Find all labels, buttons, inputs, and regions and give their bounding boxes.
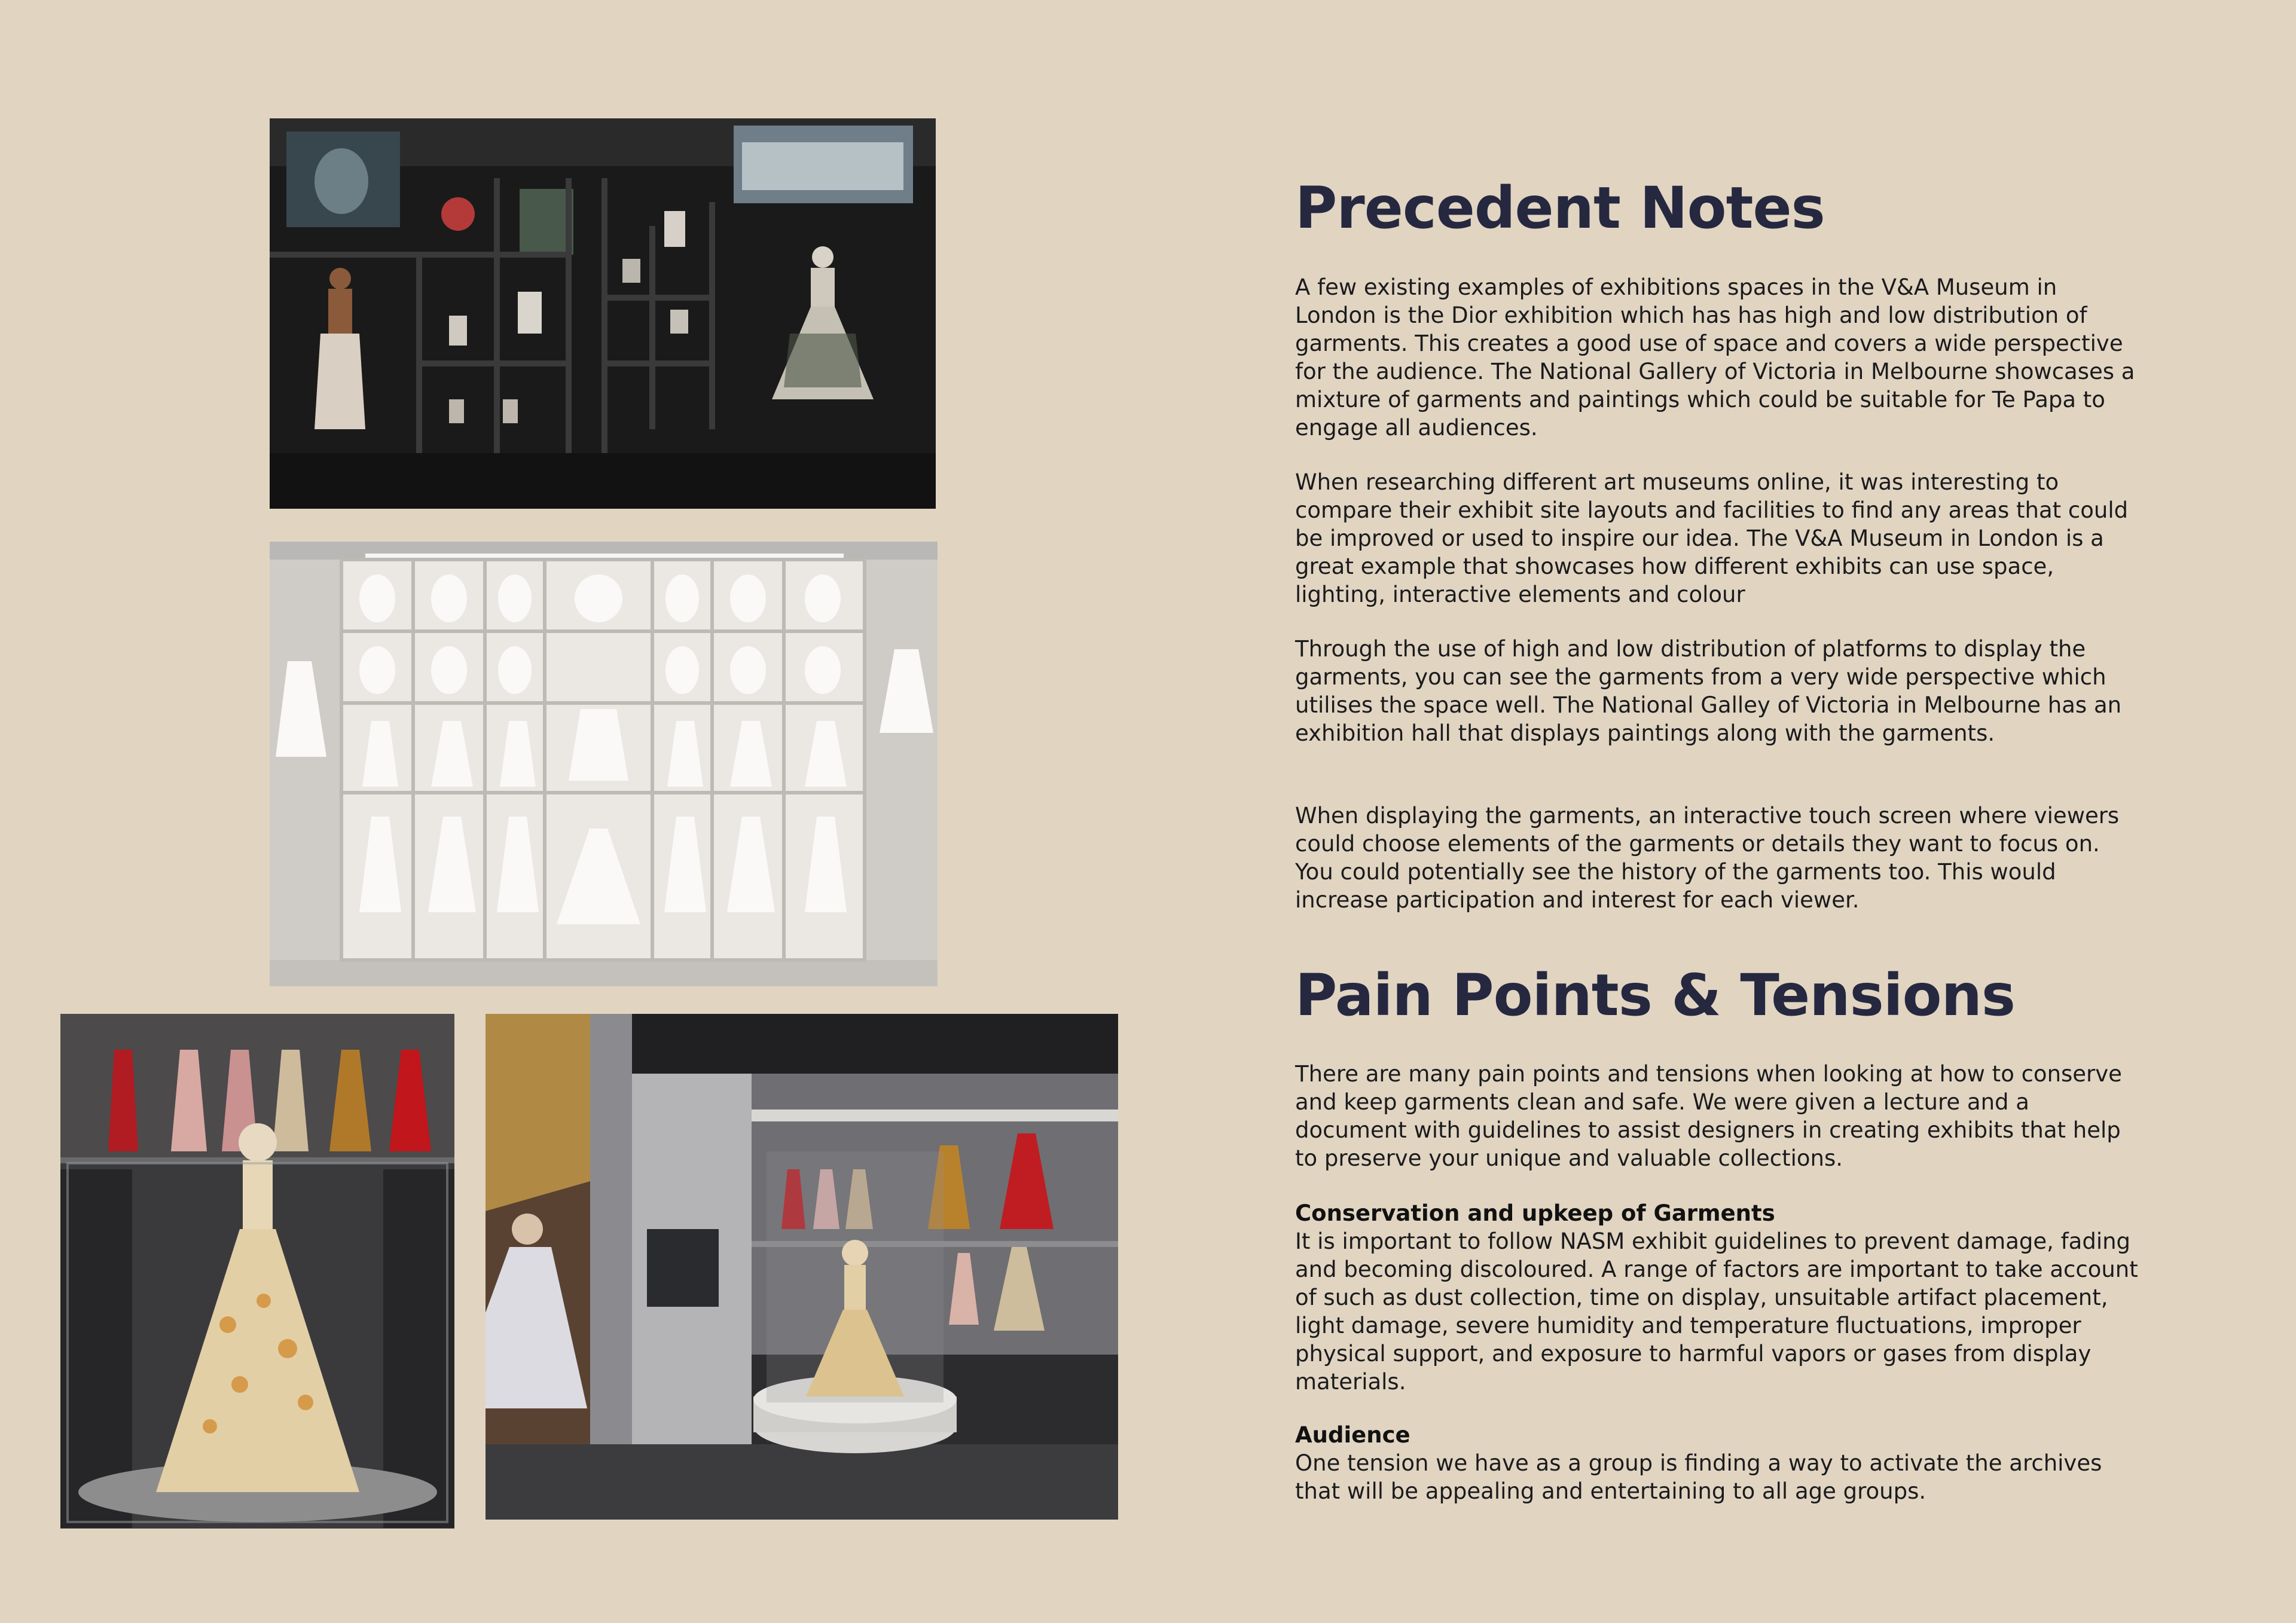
exhibit-photo-gallery-hall bbox=[486, 1014, 1118, 1520]
exhibit-photo-ballgown-vitrine bbox=[60, 1014, 454, 1529]
precedent-notes-title: Precedent Notes bbox=[1295, 175, 1825, 242]
audience-text: One tension we have as a group is finding a way to activate the archives that will be appealing and entertaining to all age groups. bbox=[1295, 1450, 2102, 1504]
precedent-paragraph-3: Through the use of high and low distribution of platforms to display the garments, you can see the garments from a very wide perspective which utilises the space well. The National Galley of Victoria in Melbourne has an exhibition hall that displays paintings along with the garments. bbox=[1295, 636, 2122, 746]
precedent-paragraph-2: When researching different art museums online, it was interesting to compare their exhibit site layouts and facilities to find any areas that could be improved or used to inspire our idea. The V&A Museum in London is a great example that showcases how different exhibits can use space, lighting, interactive elements and colour bbox=[1295, 469, 2129, 607]
audience-heading: Audience bbox=[1295, 1422, 1410, 1448]
pain-points-title: Pain Points & Tensions bbox=[1295, 962, 2016, 1029]
exhibit-photo-white-garment-wall bbox=[270, 542, 938, 986]
pain-points-intro: There are many pain points and tensions when looking at how to conserve and keep garments clean and safe. We were given a lecture and a document with guidelines to assist designers in creating exhibits that help to preserve your unique and valuable collections. bbox=[1295, 1061, 2122, 1171]
exhibit-photo-dark-shelves bbox=[270, 118, 936, 509]
conservation-text: It is important to follow NASM exhibit guidelines to prevent damage, fading and becoming discoloured. A range of factors are important to take account of such as dust collection, time on display, unsuitable artifact placement, light damage, severe humidity and temperature fluctuations, improper physical support, and exposure to harmful vapors or gases from display materials. bbox=[1295, 1228, 2138, 1395]
precedent-paragraph-4: When displaying the garments, an interactive touch screen where viewers could choose elements of the garments or details they want to focus on. You could potentially see the history of the garments too. This would increase participation and interest for each viewer. bbox=[1295, 803, 2120, 913]
conservation-heading: Conservation and upkeep of Garments bbox=[1295, 1200, 1775, 1226]
precedent-paragraph-1: A few existing examples of exhibitions spaces in the V&A Museum in London is the Dior exhibition which has has high and low distribution of garments. This creates a good use of space and covers a wide perspective for the audience. The National Gallery of Victoria in Melbourne showcases a mixture of garments and paintings which could be suitable for Te Papa to engage all audiences. bbox=[1295, 274, 2135, 441]
